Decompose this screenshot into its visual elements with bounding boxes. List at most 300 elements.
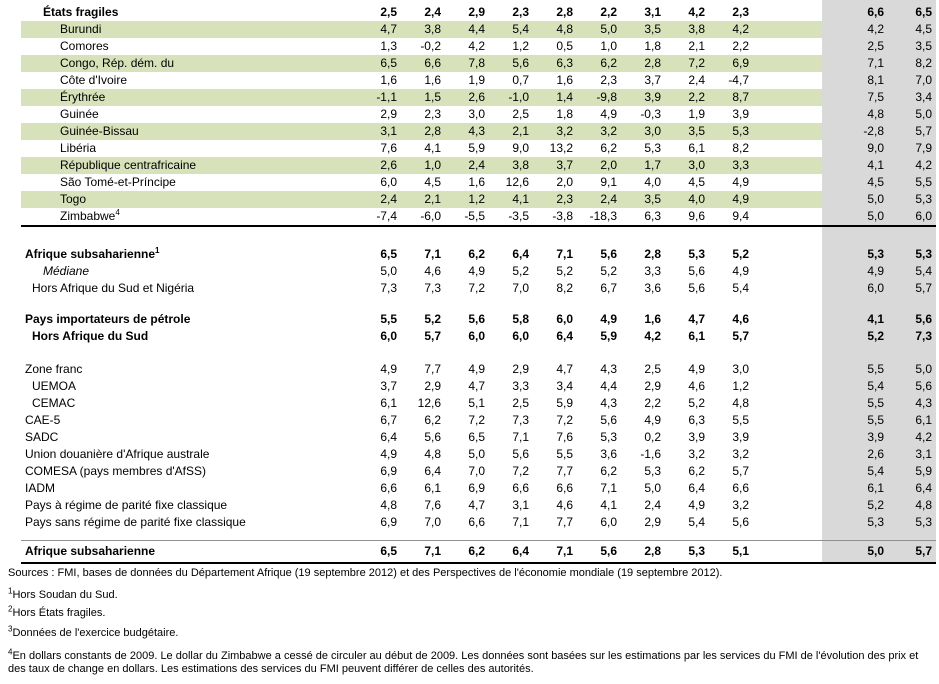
table-row [21,429,936,446]
projection-value-cell: 7,5 [867,90,884,104]
value-cell: 5,4 [688,515,705,529]
value-cell: 6,5 [380,544,397,558]
projection-value-cell: 5,3 [867,247,884,261]
row-label: Congo, Rép. dém. du [21,55,353,72]
projection-value-cell: 5,7 [915,281,932,295]
value-cell: 4,9 [600,312,617,326]
value-cell: 1,6 [424,73,441,87]
table-row [21,395,936,412]
value-cell: 5,4 [732,281,749,295]
table-row [21,246,936,263]
value-cell: 3,1 [512,498,529,512]
table-row [21,280,936,297]
column-gap [749,55,822,72]
projection-value-cell: 5,2 [867,498,884,512]
value-cell: 4,6 [732,312,749,326]
column-gap [749,497,822,514]
value-cell: 6,0 [600,515,617,529]
column-gap [749,412,822,429]
value-cell: 6,0 [556,312,573,326]
table-row [21,38,936,55]
value-cell: -6,0 [420,209,441,223]
value-cell: 7,2 [556,413,573,427]
value-cell: 2,5 [380,5,397,19]
value-cell: 7,6 [424,498,441,512]
value-cell: 4,4 [600,379,617,393]
table-row [21,4,936,21]
value-cell: 2,3 [600,73,617,87]
value-cell: 6,5 [353,55,397,72]
value-cell: 3,4 [556,379,573,393]
value-cell: 4,1 [600,498,617,512]
table-row [21,311,936,328]
value-cell: 7,3 [380,281,397,295]
row-label: Pays sans régime de parité fixe classique [25,515,246,529]
value-cell: 0,2 [644,430,661,444]
value-cell: 6,3 [529,55,573,72]
value-cell: 2,4 [644,498,661,512]
table-row [21,191,936,208]
value-cell: 4,0 [644,175,661,189]
value-cell: 6,4 [512,544,529,558]
value-cell: 8,7 [705,89,749,106]
value-cell: 4,8 [529,21,573,38]
value-cell: 5,3 [644,141,661,155]
value-cell: 6,1 [688,141,705,155]
value-cell: 5,2 [556,264,573,278]
value-cell: 4,8 [380,498,397,512]
projection-value-cell: -2,8 [863,124,884,138]
value-cell: 5,3 [688,544,705,558]
value-cell: -1,6 [640,447,661,461]
value-cell: 2,8 [397,123,441,140]
value-cell: 2,4 [573,191,617,208]
row-label: São Tomé-et-Príncipe [60,175,176,189]
table-row [21,106,936,123]
value-cell: -9,8 [573,89,617,106]
row-label: Hors Afrique du Sud [32,329,149,343]
value-cell: 5,6 [468,312,485,326]
value-cell: 12,6 [505,175,529,189]
value-cell: 5,7 [424,329,441,343]
value-cell: 5,3 [705,123,749,140]
value-cell: 5,6 [600,247,617,261]
value-cell: 1,0 [600,39,617,53]
value-cell: 2,9 [512,362,529,376]
value-cell: 7,0 [468,464,485,478]
value-cell: 3,6 [644,281,661,295]
footnote-marker: 1 [8,586,13,596]
value-cell: 6,2 [600,464,617,478]
value-cell: -0,2 [420,39,441,53]
column-gap [749,395,822,412]
value-cell: 2,9 [468,5,485,19]
value-cell: 6,6 [556,481,573,495]
value-cell: 4,3 [600,362,617,376]
value-cell: 3,7 [529,157,573,174]
value-cell: 2,6 [441,89,485,106]
value-cell: 4,2 [468,39,485,53]
projection-value-cell: 6,1 [915,413,932,427]
value-cell: 2,8 [644,544,661,558]
value-cell: 9,4 [732,209,749,223]
value-cell: 6,3 [688,413,705,427]
projection-value-cell: 3,1 [915,447,932,461]
value-cell: 6,4 [688,481,705,495]
value-cell: 2,2 [732,39,749,53]
column-gap [749,541,822,562]
value-cell: 7,7 [424,362,441,376]
column-gap [749,21,822,38]
value-cell: 3,9 [732,430,749,444]
column-gap [749,38,822,55]
value-cell: 2,0 [556,175,573,189]
value-cell: 13,2 [549,141,573,155]
value-cell: 6,0 [380,175,397,189]
footnote-3: $^3$Données de l'exercice budgétaire. [8,624,179,639]
value-cell: 6,6 [468,515,485,529]
value-cell: 2,4 [353,191,397,208]
value-cell: 6,9 [705,55,749,72]
projection-value-cell: 7,1 [867,56,884,70]
row-label: UEMOA [32,379,77,393]
value-cell: 3,2 [732,447,749,461]
projection-value-cell: 4,2 [867,22,884,36]
value-cell: 4,9 [468,362,485,376]
value-cell: 5,6 [424,430,441,444]
value-cell: 7,0 [424,515,441,529]
projection-value-cell: 5,5 [867,362,884,376]
value-cell: 5,6 [600,413,617,427]
projection-value-cell: 4,2 [915,430,932,444]
row-label: Pays à régime de parité fixe classique [25,498,228,512]
column-gap [749,246,822,263]
projection-value-cell: 3,5 [915,39,932,53]
projection-value-cell: 2,5 [867,39,884,53]
footnote-marker: 3 [8,624,13,634]
row-label: Burundi [21,21,353,38]
value-cell: 1,8 [556,107,573,121]
value-cell: 0,7 [512,73,529,87]
value-cell: 4,1 [485,191,529,208]
value-cell: 5,6 [688,264,705,278]
value-cell: 4,6 [424,264,441,278]
value-cell: 3,2 [573,123,617,140]
value-cell: 4,5 [688,175,705,189]
value-cell: 7,0 [512,281,529,295]
value-cell: -3,8 [552,209,573,223]
projection-value-cell: 5,3 [915,515,932,529]
table-row [21,480,936,497]
value-cell: 5,3 [644,464,661,478]
value-cell: 6,5 [468,430,485,444]
value-cell: 3,0 [661,157,705,174]
row-label: Médiane [43,264,90,278]
table-row [21,123,936,140]
value-cell: 4,5 [424,175,441,189]
column-gap [749,463,822,480]
projection-value-cell: 5,7 [915,544,932,558]
table-section-1 [21,0,936,227]
table-row [21,55,936,72]
row-label: Hors Afrique du Sud et Nigéria [32,281,195,295]
projection-value-cell: 5,0 [915,107,932,121]
value-cell: 4,8 [732,396,749,410]
value-cell: 3,3 [644,264,661,278]
value-cell: 3,5 [617,191,661,208]
projection-value-cell: 6,0 [915,209,932,223]
row-label: Libéria [60,141,97,155]
row-label: Guinée [60,107,99,121]
value-cell: 4,2 [688,5,705,19]
value-cell: 3,6 [600,447,617,461]
column-gap [749,280,822,297]
projection-value-cell: 4,1 [867,158,884,172]
column-gap [749,191,822,208]
value-cell: 4,9 [600,107,617,121]
value-cell: 7,1 [600,481,617,495]
footnote-marker: 4 [8,647,13,657]
value-cell: 1,6 [556,73,573,87]
value-cell: 2,4 [441,157,485,174]
value-cell: 5,6 [512,447,529,461]
value-cell: 6,2 [600,141,617,155]
value-cell: 5,6 [600,544,617,558]
value-cell: 8,2 [556,281,573,295]
value-cell: -0,3 [640,107,661,121]
value-cell: 6,1 [424,481,441,495]
value-cell: 5,1 [732,544,749,558]
column-gap [749,429,822,446]
footnote-marker: 2 [8,604,13,614]
value-cell: 2,9 [380,107,397,121]
row-label: Togo [21,191,353,208]
value-cell: 6,6 [732,481,749,495]
value-cell: 5,9 [600,329,617,343]
footnote-1: $^1$Hors Soudan du Sud. [8,586,118,601]
row-label: Guinée-Bissau [21,123,353,140]
value-cell: 4,9 [732,264,749,278]
column-gap [749,361,822,378]
table-row [21,21,936,38]
value-cell: 4,2 [644,329,661,343]
value-cell: 2,1 [397,191,441,208]
value-cell: 3,2 [688,447,705,461]
value-cell: 6,0 [380,329,397,343]
value-cell: 4,0 [661,191,705,208]
row-label: Pays importateurs de pétrole [25,312,191,326]
value-cell: 4,6 [556,498,573,512]
row-label: SADC [25,430,59,444]
table-row [21,140,936,157]
column-gap [749,208,822,225]
value-cell: -1,0 [485,89,529,106]
value-cell: 2,2 [661,89,705,106]
column-gap [749,140,822,157]
value-cell: 5,6 [485,55,529,72]
value-cell: 2,9 [644,379,661,393]
row-label: Zone franc [25,362,83,376]
column-gap [749,378,822,395]
value-cell: 5,0 [573,21,617,38]
column-gap [749,4,822,21]
value-cell: 5,5 [732,413,749,427]
value-cell: 3,5 [661,123,705,140]
value-cell: 5,7 [732,329,749,343]
table-row [21,328,936,345]
projection-value-cell: 5,4 [867,464,884,478]
footnote-4: $^4$En dollars constants de 2009. Le dollar du Zimbabwe a cessé de circuler au début de 2009. Les données sont basées sur les estimations par les services du FMI de l'évolution des prix et des taux de change en dollars. Les estimations des services du FMI peuvent différer de celles des autorités. [8,647,919,675]
value-cell: 5,0 [468,447,485,461]
projection-value-cell: 4,2 [915,158,932,172]
column-gap [749,446,822,463]
value-cell: 1,9 [688,107,705,121]
footnote-2: $^2$Hors États fragiles. [8,604,106,619]
column-gap [749,72,822,89]
value-cell: 5,0 [644,481,661,495]
value-cell: 2,3 [529,191,573,208]
value-cell: 1,9 [468,73,485,87]
value-cell: 4,4 [441,21,485,38]
value-cell: 6,9 [380,515,397,529]
table-row [21,541,936,562]
value-cell: 9,6 [688,209,705,223]
value-cell: 7,1 [556,544,573,558]
projection-value-cell: 4,5 [867,175,884,189]
value-cell: -3,5 [508,209,529,223]
value-cell: 4,9 [468,264,485,278]
table-row [21,89,936,106]
value-cell: 5,5 [380,312,397,326]
table-row [21,361,936,378]
projection-value-cell: 5,3 [915,247,932,261]
row-label: République centrafricaine [21,157,353,174]
table-row [21,412,936,429]
value-cell: 3,8 [661,21,705,38]
value-cell: 3,8 [485,157,529,174]
value-cell: 2,3 [732,5,749,19]
projection-value-cell: 6,4 [915,481,932,495]
value-cell: 4,7 [353,21,397,38]
projection-value-cell: 5,5 [867,396,884,410]
value-cell: 9,1 [600,175,617,189]
row-label: COMESA (pays membres d'AfSS) [25,464,207,478]
value-cell: 4,9 [705,191,749,208]
value-cell: 6,4 [380,430,397,444]
row-label: Afrique subsaharienne$^1$ [25,246,160,261]
projection-value-cell: 9,0 [867,141,884,155]
table-section-2 [21,246,936,297]
value-cell: 1,6 [380,73,397,87]
value-cell: 6,9 [468,481,485,495]
projection-value-cell: 4,5 [915,22,932,36]
table-section-3 [21,311,936,345]
value-cell: 2,2 [644,396,661,410]
projection-value-cell: 5,0 [915,362,932,376]
value-cell: 7,1 [512,430,529,444]
projection-value-cell: 5,0 [867,192,884,206]
projection-value-cell: 6,6 [867,5,884,19]
value-cell: 3,2 [732,498,749,512]
value-cell: 3,9 [617,89,661,106]
value-cell: 4,9 [688,362,705,376]
value-cell: 4,9 [732,175,749,189]
value-cell: 2,5 [512,107,529,121]
column-gap [749,263,822,280]
value-cell: 6,4 [512,247,529,261]
value-cell: 5,5 [556,447,573,461]
table-row [21,157,936,174]
value-cell: 7,3 [424,281,441,295]
projection-value-cell: 7,0 [915,73,932,87]
projection-value-cell: 3,9 [867,430,884,444]
value-cell: 6,4 [424,464,441,478]
value-cell: 12,6 [417,396,441,410]
row-label: CAE-5 [25,413,61,427]
value-cell: 3,7 [644,73,661,87]
projection-value-cell: 3,4 [915,90,932,104]
column-gap [749,123,822,140]
value-cell: 6,1 [380,396,397,410]
value-cell: 2,3 [424,107,441,121]
value-cell: 4,9 [380,447,397,461]
value-cell: 5,9 [556,396,573,410]
row-label: Zimbabwe$^4$ [60,208,120,223]
projection-value-cell: 8,2 [915,56,932,70]
value-cell: 5,4 [485,21,529,38]
projection-value-cell: 4,3 [915,396,932,410]
projection-value-cell: 6,1 [867,481,884,495]
data-table [21,0,936,564]
sources-note: Sources : FMI, bases de données du Département Afrique (19 septembre 2012) et des Perspectives de l'économie mondiale (19 septembre 2012). [8,567,723,579]
table-row [21,378,936,395]
value-cell: 3,3 [512,379,529,393]
value-cell: 5,1 [468,396,485,410]
value-cell: 6,6 [512,481,529,495]
value-cell: 6,2 [424,413,441,427]
value-cell: 1,2 [732,379,749,393]
value-cell: -1,1 [353,89,397,106]
column-gap [749,89,822,106]
value-cell: 1,5 [397,89,441,106]
value-cell: 6,9 [380,464,397,478]
projection-value-cell: 5,3 [915,192,932,206]
value-cell: 2,8 [617,55,661,72]
projection-value-cell: 5,6 [915,312,932,326]
value-cell: 2,3 [512,5,529,19]
table-row [21,463,936,480]
value-cell: 2,2 [600,5,617,19]
value-cell: 3,1 [644,5,661,19]
value-cell: 3,3 [705,157,749,174]
projection-value-cell: 5,4 [915,264,932,278]
value-cell: 4,7 [468,498,485,512]
value-cell: 2,8 [644,247,661,261]
value-cell: 3,9 [688,430,705,444]
value-cell: -18,3 [589,209,617,223]
value-cell: 5,6 [732,515,749,529]
value-cell: 4,9 [644,413,661,427]
projection-value-cell: 5,0 [867,544,884,558]
value-cell: 7,7 [556,515,573,529]
value-cell: 7,2 [661,55,705,72]
column-gap [749,514,822,531]
table-row [21,174,936,191]
value-cell: 0,5 [556,39,573,53]
row-label: IADM [25,481,55,495]
projection-value-cell: 5,6 [915,379,932,393]
value-cell: 6,3 [644,209,661,223]
